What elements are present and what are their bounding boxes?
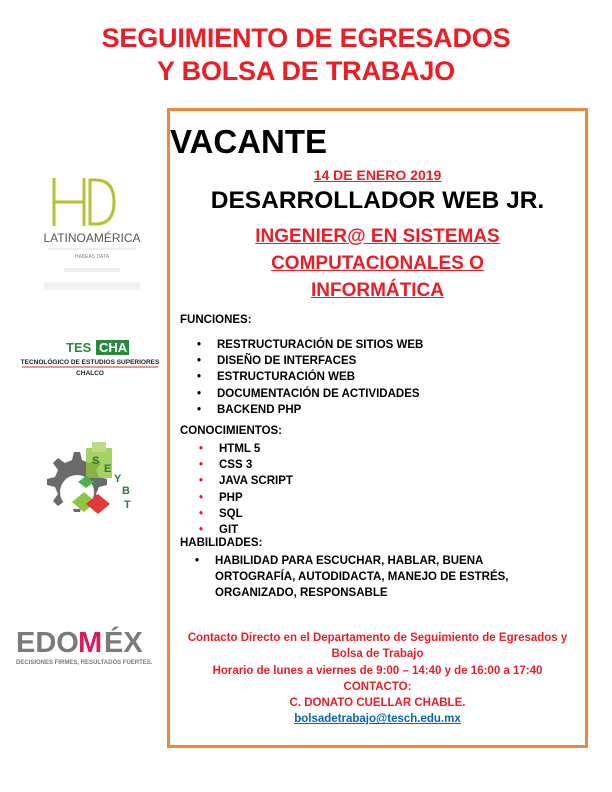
list-item: • PHP xyxy=(199,491,243,504)
seybt-letter-y: Y xyxy=(114,473,122,485)
list-item: • HTML 5 xyxy=(199,443,261,455)
list-item: • CSS 3 xyxy=(199,459,253,472)
seybt-letter-s: S xyxy=(92,455,100,467)
tescha-logo-icon xyxy=(20,338,160,378)
hd-logo-sub: HABEAS DATA xyxy=(74,254,110,260)
hd-logo-name: LATINOAMÉRICA xyxy=(43,231,141,245)
contact-label: CONTACTO: xyxy=(343,680,412,693)
vacancy-box xyxy=(167,108,588,748)
hd-latinoamerica-logo xyxy=(34,172,150,300)
seybt-letter-b: B xyxy=(122,485,130,497)
contact-line-1: Contacto Directo en el Departamento de Seguimiento de Egresados y xyxy=(187,632,568,644)
list-item: • SQL xyxy=(199,507,243,520)
header-line-2: Y BOLSA DE TRABAJO xyxy=(157,56,455,86)
tescha-mark-tes: TES xyxy=(66,340,92,355)
edomex-tagline: DECISIONES FIRMES, RESULTADOS FUERTES. xyxy=(16,660,153,666)
contact-line-2: Bolsa de Trabajo xyxy=(331,648,424,661)
contact-person: C. DONATO CUELLAR CHABLE. xyxy=(289,697,466,710)
list-item: • RESTRUCTURACIÓN DE SITIOS WEB xyxy=(197,339,424,351)
list-item: • ESTRUCTURACIÓN WEB xyxy=(197,371,355,384)
gear-icon xyxy=(34,432,154,540)
contact-section xyxy=(170,630,585,728)
skills-label: HABILIDADES: xyxy=(180,537,263,549)
tescha-mark-cha: CHA xyxy=(99,340,128,355)
skills-list xyxy=(195,553,535,602)
list-item: • GIT xyxy=(199,524,239,537)
edomex-name-left: EDO xyxy=(16,627,79,659)
vacancy-degree xyxy=(170,223,585,304)
tescha-name: TECNOLÓGICO DE ESTUDIOS SUPERIORES xyxy=(20,359,160,366)
tescha-logo xyxy=(20,338,160,378)
degree-line-3: INFORMÁTICA xyxy=(311,280,444,301)
functions-list xyxy=(197,337,424,418)
list-item: • DOCUMENTACIÓN DE ACTIVIDADES xyxy=(197,387,420,400)
functions-label: FUNCIONES: xyxy=(180,314,252,326)
list-item: • BACKEND PHP xyxy=(197,403,302,416)
tescha-place: CHALCO xyxy=(76,370,104,377)
contact-email-link[interactable]: bolsadetrabajo@tesch.edu.mx xyxy=(294,713,461,726)
knowledge-label: CONOCIMIENTOS: xyxy=(180,425,283,437)
vacancy-position: DESARROLLADOR WEB JR. xyxy=(210,187,545,214)
list-item: • DISEÑO DE INTERFACES xyxy=(197,355,357,368)
contact-hours: Horario de lunes a viernes de 9:00 – 14:40 y de 16:00 a 17:40 xyxy=(212,664,543,677)
page-header xyxy=(0,22,612,88)
hd-logo-mark-icon xyxy=(34,172,150,300)
vacancy-date: 14 DE ENERO 2019 xyxy=(313,167,442,183)
edomex-name-mid: M xyxy=(78,627,103,659)
seybt-letter-e: E xyxy=(104,463,112,475)
edomex-name-right: ÉX xyxy=(104,627,143,659)
edomex-logo-icon xyxy=(14,622,164,668)
edomex-logo xyxy=(14,622,164,668)
vacancy-title: VACANTE xyxy=(170,123,328,160)
knowledge-list xyxy=(199,441,293,538)
degree-line-2: COMPUTACIONALES O xyxy=(271,253,484,274)
header-line-1: SEGUIMIENTO DE EGRESADOS xyxy=(101,23,511,53)
list-item: • HABILIDAD PARA ESCUCHAR, HABLAR, BUENA ORTOGRAFÍA, AUTODIDACTA, MANEJO DE ESTRÉS, ORGANIZADO, RESPONSABLE xyxy=(195,555,509,600)
seybt-letter-t: T xyxy=(124,499,131,511)
seybt-gear-logo xyxy=(34,432,154,540)
list-item: • JAVA SCRIPT xyxy=(199,475,293,488)
degree-line-1: INGENIER@ EN SISTEMAS xyxy=(255,226,500,247)
